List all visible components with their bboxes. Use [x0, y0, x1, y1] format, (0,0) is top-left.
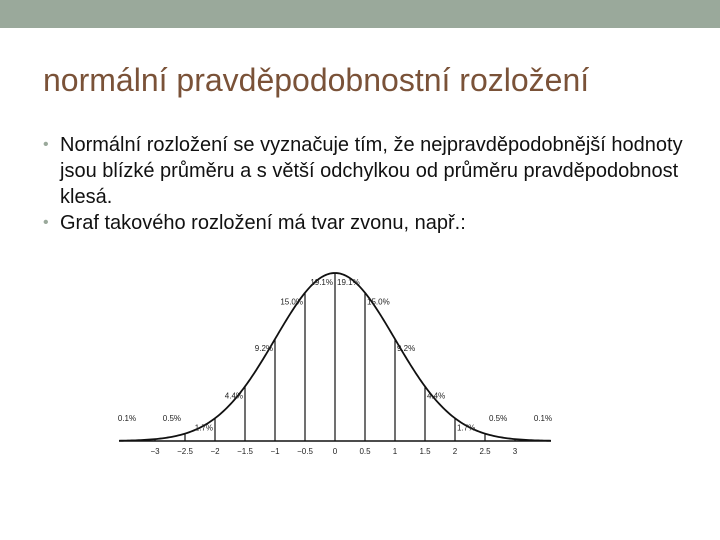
bullet-marker: •	[43, 214, 49, 231]
segment-percent-label: 4.4%	[427, 391, 446, 401]
segment-percent-label: 0.1%	[117, 414, 137, 423]
x-tick-label: 0	[332, 447, 338, 456]
segment-percent-label: 9.2%	[254, 344, 273, 354]
segment-percent-label: 0.5%	[489, 414, 508, 423]
x-tick-label: 1.5	[419, 447, 431, 456]
x-tick-label: −1	[270, 447, 280, 456]
normal-distribution-chart	[95, 265, 565, 470]
x-tick-label: −2.5	[177, 447, 193, 456]
x-tick-label: −2	[210, 447, 220, 456]
x-tick-label: −0.5	[297, 447, 313, 456]
top-accent-bar	[0, 0, 720, 28]
segment-percent-label: 4.4%	[224, 391, 243, 401]
segment-percent-label: 9.2%	[397, 344, 416, 354]
chart-svg	[95, 265, 565, 465]
x-tick-label: 2	[452, 447, 458, 456]
x-tick-label: −1.5	[237, 447, 253, 456]
segment-percent-label: 0.5%	[162, 414, 181, 423]
x-tick-label: 1	[392, 447, 398, 456]
x-tick-label: −3	[150, 447, 160, 456]
bullet-marker: •	[43, 136, 49, 153]
bullet-item	[43, 132, 683, 210]
x-tick-label: 0.5	[359, 447, 371, 456]
segment-percent-label: 15.0%	[367, 297, 390, 307]
segment-percent-label: 1.7%	[457, 423, 476, 433]
segment-percent-label: 15.0%	[280, 297, 303, 307]
segment-percent-label: 0.1%	[533, 414, 553, 423]
bullet-text: Graf takového rozložení má tvar zvonu, např.:	[60, 212, 466, 234]
bullet-item	[43, 210, 683, 236]
bullet-list	[43, 132, 683, 236]
segment-percent-label: 19.1%	[310, 278, 333, 287]
slide-title: normální pravděpodobnostní rozložení	[43, 62, 590, 98]
x-tick-label: 3	[512, 447, 518, 456]
bullet-text: Normální rozložení se vyznačuje tím, že nejpravděpodobnější hodnoty jsou blízké průměru a s větší odchylkou od průměru pravděpodobnost klesá.	[60, 134, 683, 208]
segment-percent-label: 19.1%	[337, 278, 360, 287]
x-tick-label: 2.5	[479, 447, 491, 456]
segment-percent-label: 1.7%	[194, 423, 213, 433]
